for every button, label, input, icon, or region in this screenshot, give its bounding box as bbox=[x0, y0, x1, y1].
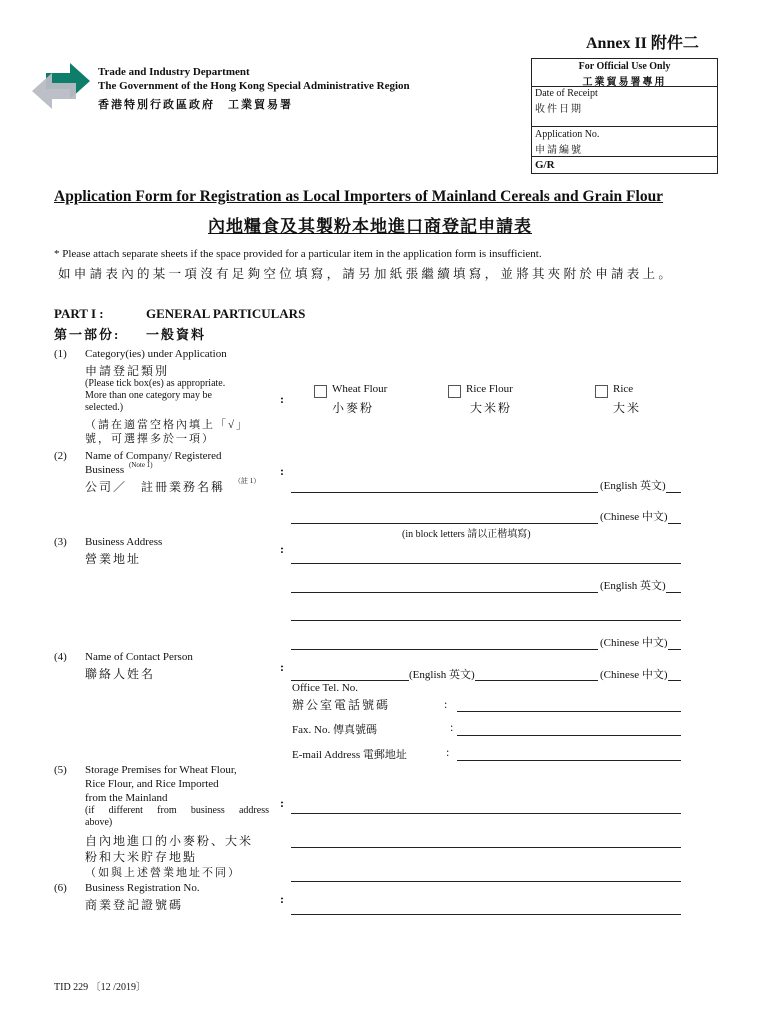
q5-label-zh-2: 粉和大米貯存地點 bbox=[85, 850, 198, 864]
part-title-en: GENERAL PARTICULARS bbox=[146, 306, 306, 321]
part-title-zh: 一般資料 bbox=[146, 327, 207, 342]
official-title-zh: 工業貿易署專用 bbox=[582, 77, 667, 88]
q4-label-en: Name of Contact Person bbox=[85, 651, 193, 663]
q1-hint-en-2: More than one category may be bbox=[85, 390, 212, 401]
q3-chinese-label: (Chinese 中文) bbox=[598, 634, 668, 650]
storage-premises-line-2[interactable] bbox=[291, 847, 681, 848]
wheat-flour-checkbox[interactable] bbox=[314, 385, 327, 398]
email-colon: : bbox=[446, 745, 450, 759]
q4-label-zh: 聯絡人姓名 bbox=[85, 667, 156, 681]
q2-note-en: (Note 1) bbox=[129, 461, 153, 469]
q3-label-zh: 營業地址 bbox=[85, 552, 142, 566]
q3-number: (3) bbox=[54, 536, 67, 548]
gr-label: G/R bbox=[535, 159, 555, 171]
rice-flour-label-en: Rice Flour bbox=[466, 383, 513, 395]
q2-number: (2) bbox=[54, 450, 67, 462]
q4-number: (4) bbox=[54, 651, 67, 663]
q3-english-label: (English 英文) bbox=[598, 577, 666, 593]
q5-label-en-5: above) bbox=[85, 817, 113, 828]
q3-colon: : bbox=[280, 542, 284, 556]
application-no-label-zh: 申請編號 bbox=[535, 145, 583, 156]
q5-label-en-4: (if different from business address bbox=[85, 805, 269, 816]
office-tel-label-zh: 辦公室電話號碼 bbox=[292, 698, 391, 712]
form-title-zh: 內地糧食及其製粉本地進口商登記申請表 bbox=[208, 217, 532, 236]
official-use-box bbox=[531, 58, 718, 174]
q1-hint-zh-2: 號，可選擇多於一項） bbox=[85, 433, 215, 445]
q1-hint-en-3: selected.) bbox=[85, 402, 124, 413]
office-tel-field[interactable] bbox=[457, 711, 681, 712]
q5-colon: : bbox=[280, 796, 284, 810]
office-tel-colon: : bbox=[444, 697, 448, 711]
fax-field[interactable] bbox=[457, 735, 681, 736]
q1-label-zh: 申請登記類別 bbox=[85, 364, 170, 378]
q5-label-en-3: from the Mainland bbox=[85, 792, 168, 804]
block-letters-note: (in block letters 請以正楷填寫) bbox=[402, 529, 531, 540]
rice-flour-checkbox[interactable] bbox=[448, 385, 461, 398]
q1-colon: : bbox=[280, 392, 284, 406]
q2-colon: : bbox=[280, 464, 284, 478]
form-code-footer: TID 229 〔12 /2019〕 bbox=[54, 982, 146, 993]
part-label-zh: 第一部份: bbox=[54, 327, 121, 342]
form-title-en: Application Form for Registration as Local Importers of Mainland Cereals and Grain Flour bbox=[54, 188, 664, 205]
tid-logo-icon bbox=[30, 55, 92, 117]
storage-premises-line-3[interactable] bbox=[291, 881, 681, 882]
q4-chinese-label: (Chinese 中文) bbox=[598, 666, 668, 682]
q5-label-zh-3: （如與上述營業地址不同） bbox=[85, 867, 241, 879]
q1-hint-zh-1: （請在適當空格內填上「√」 bbox=[85, 419, 250, 431]
q5-number: (5) bbox=[54, 764, 67, 776]
part-label-en: PART I : bbox=[54, 306, 104, 321]
rice-checkbox[interactable] bbox=[595, 385, 608, 398]
q6-number: (6) bbox=[54, 882, 67, 894]
fax-colon: : bbox=[450, 720, 454, 734]
q2-chinese-label: (Chinese 中文) bbox=[598, 508, 668, 524]
gov-name-en: The Government of the Hong Kong Special Administrative Region bbox=[98, 80, 410, 92]
fax-label: Fax. No. 傳真號碼 bbox=[292, 724, 377, 736]
q4-english-label: (English 英文) bbox=[409, 666, 475, 682]
q1-hint-en-1: (Please tick box(es) as appropriate. bbox=[85, 378, 226, 389]
q5-label-en-1: Storage Premises for Wheat Flour, bbox=[85, 764, 237, 776]
storage-premises-line-1[interactable] bbox=[291, 813, 681, 814]
note-en: * Please attach separate sheets if the space provided for a particular item in the application form is insufficient. bbox=[54, 248, 542, 260]
dept-name-en: Trade and Industry Department bbox=[98, 66, 250, 78]
receipt-date-label-zh: 收件日期 bbox=[535, 104, 583, 115]
q1-label-en: Category(ies) under Application bbox=[85, 348, 227, 360]
q6-label-en: Business Registration No. bbox=[85, 882, 200, 894]
q6-label-zh: 商業登記證號碼 bbox=[85, 898, 184, 912]
wheat-flour-label-en: Wheat Flour bbox=[332, 383, 388, 395]
q2-label-en-2: Business bbox=[85, 464, 125, 476]
annex-label: Annex II 附件二 bbox=[586, 35, 699, 52]
email-label: E-mail Address 電郵地址 bbox=[292, 749, 407, 761]
office-tel-label-en: Office Tel. No. bbox=[292, 682, 359, 694]
receipt-date-label-en: Date of Receipt bbox=[535, 88, 598, 99]
q5-label-zh-1: 自內地進口的小麥粉、大米 bbox=[85, 834, 254, 848]
q5-label-en-2: Rice Flour, and Rice Imported bbox=[85, 778, 219, 790]
q6-colon: : bbox=[280, 892, 284, 906]
note-zh: 如申請表內的某一項沒有足夠空位填寫，請另加紙張繼續填寫，並將其夾附於申請表上。 bbox=[58, 267, 675, 281]
business-address-chinese-line-1[interactable] bbox=[291, 620, 681, 621]
rice-flour-label-zh: 大米粉 bbox=[470, 401, 513, 415]
official-title-en: For Official Use Only bbox=[578, 61, 671, 72]
business-registration-field[interactable] bbox=[291, 914, 681, 915]
business-address-english-line-1[interactable] bbox=[291, 563, 681, 564]
wheat-flour-label-zh: 小麥粉 bbox=[332, 401, 375, 415]
application-no-label-en: Application No. bbox=[535, 129, 600, 140]
dept-name-zh: 香港特別行政區政府 工業貿易署 bbox=[98, 99, 293, 111]
email-field[interactable] bbox=[457, 760, 681, 761]
q2-label-zh: 公司／ 註冊業務名稱 bbox=[85, 480, 226, 494]
q4-colon: : bbox=[280, 660, 284, 674]
q3-label-en: Business Address bbox=[85, 536, 163, 548]
q2-note-zh: （註 1） bbox=[234, 477, 261, 485]
q2-english-label: (English 英文) bbox=[598, 477, 666, 493]
rice-label-zh: 大米 bbox=[613, 401, 642, 415]
rice-label-en: Rice bbox=[613, 383, 634, 395]
q2-label-en-1: Name of Company/ Registered bbox=[85, 450, 222, 462]
q1-number: (1) bbox=[54, 348, 67, 360]
